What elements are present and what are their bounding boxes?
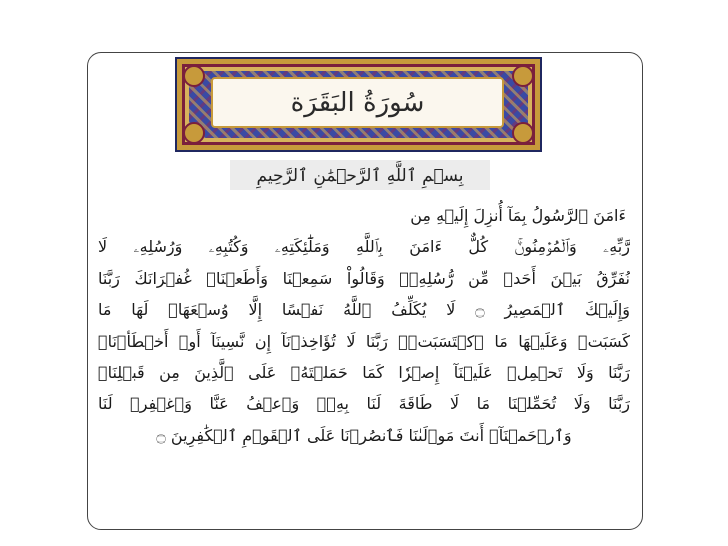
surah-title: سُورَةُ البَقَرَة	[290, 87, 425, 118]
banner-corner-ornament	[183, 65, 205, 87]
verse-line: كَسَبَتۡ وَعَلَيۡهَا مَا ٱكۡتَسَبَتۡۗ رَبَّنَا لَا تُؤَاخِذۡنَآ إِن نَّسِينَآ أَوۡ أَخۡطَأۡنَاۚ	[98, 331, 630, 351]
verse-line: ءَامَنَ ٱلرَّسُولُ بِمَآ أُنزِلَ إِلَيۡهِ مِن	[410, 206, 626, 225]
banner-corner-ornament	[512, 65, 534, 87]
banner-title-panel	[211, 77, 504, 128]
verse-line: رَبَّنَا وَلَا تُحَمِّلۡنَا مَا لَا طَاقَةَ لَنَا بِهِۦۖ وَٱعۡفُ عَنَّا وَٱغۡفِرۡ لَنَا	[98, 394, 630, 414]
verse-line: رَّبِّهِۦ وَٱلۡمُؤۡمِنُونَۚ كُلٌّ ءَامَنَ بِٱللَّهِ وَمَلَٰٓئِكَتِهِۦ وَكُتُبِهِۦ وَرُسُلِهِۦ لَا	[98, 237, 630, 257]
banner-corner-ornament	[183, 122, 205, 144]
verse-line: وَٱرۡحَمۡنَآۚ أَنتَ مَوۡلَىٰنَا فَٱنصُرۡنَا عَلَى ٱلۡقَوۡمِ ٱلۡكَٰفِرِينَ ۝	[156, 425, 572, 445]
banner-corner-ornament	[512, 122, 534, 144]
basmala: بِسۡمِ ٱللَّهِ ٱلرَّحۡمَٰنِ ٱلرَّحِيمِ	[230, 160, 490, 190]
verse-text	[98, 200, 630, 451]
surah-title-banner	[175, 57, 542, 152]
verse-line: وَإِلَيۡكَ ٱلۡمَصِيرُ ۝ لَا يُكَلِّفُ ٱللَّهُ نَفۡسًا إِلَّا وُسۡعَهَاۚ لَهَا مَا	[98, 300, 630, 320]
verse-line: رَبَّنَا وَلَا تَحۡمِلۡ عَلَيۡنَآ إِصۡرٗا كَمَا حَمَلۡتَهُۥ عَلَى ٱلَّذِينَ مِن قَبۡلِنَاۚ	[98, 362, 630, 382]
verse-line: نُفَرِّقُ بَيۡنَ أَحَدٖ مِّن رُّسُلِهِۦۚ وَقَالُواْ سَمِعۡنَا وَأَطَعۡنَاۖ غُفۡرَانَكَ رَبَّنَا	[98, 268, 630, 288]
